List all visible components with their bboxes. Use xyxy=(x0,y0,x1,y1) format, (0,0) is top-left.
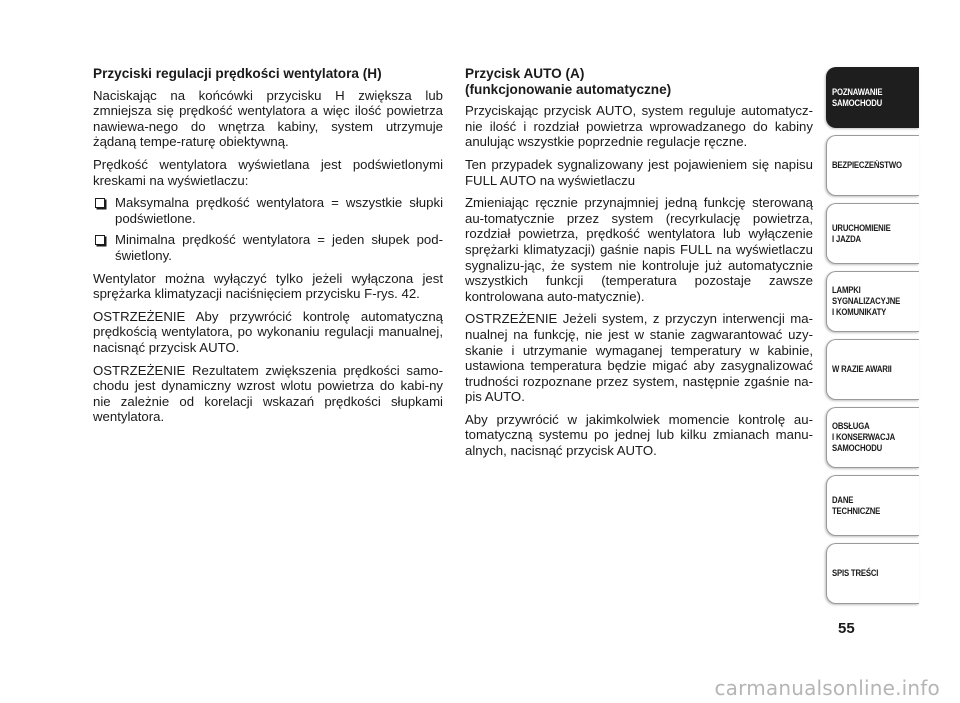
auto-heading-line-2: (funkcjonowanie automatyczne) xyxy=(465,81,672,97)
fan-speed-paragraph-3: Wentylator można wyłączyć tylko jeżeli wyłączona jest sprężarka klimatyzacji naciśnięciem przycisku F-rys. 42. xyxy=(93,270,443,302)
tab-dane-techniczne[interactable] xyxy=(826,475,919,536)
fan-speed-heading: Przyciski regulacji prędkości wentylatora (H) xyxy=(93,66,382,81)
fan-speed-paragraph-2: Prędkość wentylatora wyświetlana jest podświetlonymi kreskami na wyświetlaczu: xyxy=(93,156,443,188)
tab-label: W RAZIE AWARII xyxy=(832,364,892,374)
tab-poznawanie-samochodu[interactable] xyxy=(826,67,919,128)
checkbox-bullet-icon xyxy=(95,235,105,245)
auto-paragraph-5: Aby przywrócić w jakimkolwiek momencie kontrolę au-tomatyczną systemu po jednej lub kilku zmianach manu-alnych, nacisnąć przycisk AUTO. xyxy=(465,411,813,459)
tab-label: OBSŁUGA I KONSERWACJA SAMOCHODU xyxy=(832,421,895,453)
warning-paragraph-1: OSTRZEŻENIE Aby przywrócić kontrolę automatyczną prędkością wentylatora, po wykonaniu regulacji manualnej, nacisnąć przycisk AUTO. xyxy=(93,308,443,355)
tab-lampki-sygnalizacyjne[interactable] xyxy=(826,271,919,332)
page-number: 55 xyxy=(838,620,855,637)
tab-bezpieczenstwo[interactable] xyxy=(826,135,919,196)
tab-label: URUCHOMIENIE I JAZDA xyxy=(832,222,891,244)
fan-speed-bullet-list xyxy=(93,195,443,263)
warning-paragraph-2: OSTRZEŻENIE Rezultatem zwiększenia prędkości samo-chodu jest dynamiczny wzrost wlotu powietrza do kabi-ny nie zależnie od korelacji wskazań prędkości słupkami wentylatora. xyxy=(93,362,443,425)
tab-label: POZNAWANIE SAMOCHODU xyxy=(832,86,883,108)
auto-warning-paragraph: OSTRZEŻENIE Jeżeli system, z przyczyn interwencji ma-nualnej na funkcję, nie jest w stanie zagwarantować uzy-skanie i utrzymanie wymaganej temperatury w kabinie, ustawiona temperatura będzie migać aby zasygnalizować trudności rozpoznane przez system, następnie zgaśnie na-pis AUTO. xyxy=(465,311,813,405)
tab-uruchomienie-i-jazda[interactable] xyxy=(826,203,919,264)
left-column xyxy=(93,66,443,432)
tab-label: SPIS TREŚCI xyxy=(832,568,879,578)
checkbox-bullet-icon xyxy=(95,198,105,208)
auto-heading-line-1: Przycisk AUTO (A) xyxy=(465,66,585,81)
bullet-text: Minimalna prędkość wentylatora = jeden słupek pod-świetlony. xyxy=(115,232,443,263)
tab-label: DANE TECHNICZNE xyxy=(832,494,881,516)
list-item xyxy=(93,232,443,263)
tab-obsluga-i-konserwacja[interactable] xyxy=(826,407,919,468)
right-column xyxy=(465,66,813,466)
auto-paragraph-3: Zmieniając ręcznie przynajmniej jedną funkcję sterowaną au-tomatycznie przez system (recyrkulację powietrza, rozdział powietrza, prędkość wentylatora lub wyłączenie sprężarki klimatyzacji) gaśnie napis FULL na wyświetlaczu sygnalizu-jąc, że system nie kontroluje już automatycznie wszystkich funkcji (temperatura pozostaje zawsze kontrolowana auto-matycznie). xyxy=(465,195,813,304)
chapter-tabs xyxy=(826,67,919,611)
tab-label: LAMPKI SYGNALIZACYJNE I KOMUNIKATY xyxy=(832,285,901,317)
watermark: carmanualsonline.info xyxy=(714,676,940,700)
auto-button-heading xyxy=(465,66,813,97)
bullet-text: Maksymalna prędkość wentylatora = wszystkie słupki podświetlone. xyxy=(115,195,443,226)
tab-w-razie-awarii[interactable] xyxy=(826,339,919,400)
auto-paragraph-1: Przyciskając przycisk AUTO, system reguluje automatycz-nie ilość i rozdział powietrza wprowadzanego do kabiny anulując wszystkie poprzednie regulacje ręczne. xyxy=(465,103,813,150)
tab-label: BEZPIECZEŃSTWO xyxy=(832,160,902,170)
fan-speed-paragraph-1: Naciskając na końcówki przycisku H zwiększa lub zmniejsza się prędkość wentylatora a więc ilość powietrza nawiewa-nego do wnętrza kabiny, system utrzymuje żądaną tempe-raturę obiektywną. xyxy=(93,87,443,150)
list-item xyxy=(93,195,443,226)
auto-paragraph-2: Ten przypadek sygnalizowany jest pojawieniem się napisu FULL AUTO na wyświetlaczu xyxy=(465,156,813,188)
tab-spis-tresci[interactable] xyxy=(826,543,919,604)
